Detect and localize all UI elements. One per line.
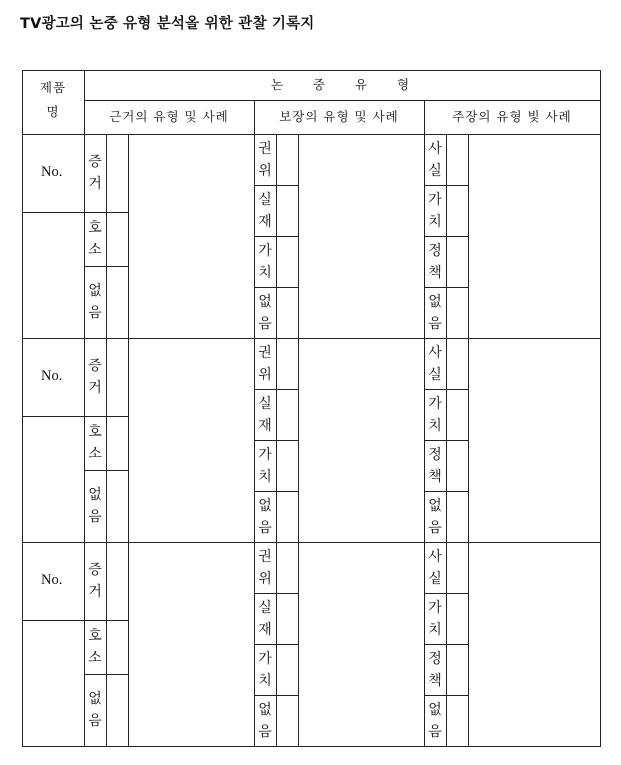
grounds-type-label-char: 음: [88, 713, 102, 729]
claim-type-label: [424, 342, 446, 386]
grid-line-horizontal: [254, 491, 298, 492]
warrant-type-label-char: 음: [258, 723, 272, 740]
warrant-type-checkbox[interactable]: [277, 288, 298, 338]
grid-line-horizontal: [424, 695, 468, 696]
grounds-type-label: [84, 559, 106, 603]
claim-type-label: [424, 699, 446, 743]
warrant-type-label-char: 위: [258, 570, 272, 587]
warrant-example-area[interactable]: [299, 135, 424, 338]
warrant-type-checkbox[interactable]: [277, 645, 298, 695]
form-title: TV광고의 논중 유형 분석올 위한 관찰 기록지: [20, 16, 315, 32]
grounds-type-label-char: 증: [88, 358, 102, 374]
warrant-type-label-char: 권: [258, 548, 272, 565]
product-number-label: No.: [41, 368, 63, 384]
warrant-type-label: [254, 342, 276, 386]
claim-type-label-char: 싵: [428, 570, 442, 587]
grid-line-horizontal: [424, 491, 468, 492]
warrant-type-label: [254, 393, 276, 437]
grounds-type-label-char: 없: [88, 283, 102, 299]
grounds-column-header: 근거의 유형 및 사례: [109, 109, 229, 124]
claim-type-label: [424, 597, 446, 641]
claim-type-checkbox[interactable]: [447, 390, 468, 440]
warrant-type-checkbox[interactable]: [277, 186, 298, 236]
grid-line-horizontal: [254, 236, 298, 237]
grounds-type-checkbox[interactable]: [107, 471, 128, 542]
warrant-type-label: [254, 597, 276, 641]
grid-line-horizontal: [22, 70, 600, 71]
grid-line-vertical: [22, 70, 23, 746]
warrant-type-label-char: 재: [258, 417, 272, 434]
grounds-type-label-char: 거: [88, 176, 102, 192]
claim-type-label: [424, 393, 446, 437]
claim-type-checkbox[interactable]: [447, 288, 468, 338]
grounds-type-label-char: 소: [88, 650, 102, 666]
grounds-type-label-char: 소: [88, 446, 102, 462]
grid-line-horizontal: [254, 644, 298, 645]
grid-line-horizontal: [84, 100, 600, 101]
grid-line-horizontal: [424, 185, 468, 186]
claim-example-area[interactable]: [469, 543, 600, 746]
grounds-example-area[interactable]: [129, 339, 254, 542]
grounds-type-checkbox[interactable]: [107, 417, 128, 470]
claim-type-label: [424, 291, 446, 335]
observation-form-table: [22, 70, 600, 746]
claim-type-checkbox[interactable]: [447, 594, 468, 644]
argument-types-header: 논 중 유 형: [270, 77, 414, 92]
claim-type-label-char: 없: [428, 293, 442, 310]
warrant-type-label: [254, 648, 276, 692]
warrant-type-label-char: 권: [258, 140, 272, 157]
grid-line-horizontal: [424, 440, 468, 441]
warrant-type-label-char: 위: [258, 366, 272, 383]
grounds-type-checkbox[interactable]: [107, 213, 128, 266]
warrant-type-checkbox[interactable]: [277, 390, 298, 440]
warrant-type-checkbox[interactable]: [277, 441, 298, 491]
warrant-type-label: [254, 291, 276, 335]
grid-line-horizontal: [424, 287, 468, 288]
claim-type-label-char: 정: [428, 242, 442, 259]
warrant-type-label: [254, 138, 276, 182]
warrant-type-checkbox[interactable]: [277, 135, 298, 185]
grid-line-horizontal: [254, 593, 298, 594]
claim-type-checkbox[interactable]: [447, 645, 468, 695]
grounds-type-label-char: 없: [88, 691, 102, 707]
grounds-type-label: [84, 484, 106, 528]
grounds-type-label: [84, 217, 106, 261]
product-name-label-line1: 제품: [39, 80, 67, 95]
warrant-type-checkbox[interactable]: [277, 237, 298, 287]
claim-type-label-char: 사: [428, 548, 442, 565]
grounds-type-checkbox[interactable]: [107, 267, 128, 338]
claim-type-label-char: 책: [428, 264, 442, 281]
grounds-type-checkbox[interactable]: [107, 543, 128, 620]
grounds-type-label: [84, 688, 106, 732]
grounds-example-area[interactable]: [129, 543, 254, 746]
warrant-type-label-char: 없: [258, 701, 272, 718]
warrant-type-checkbox[interactable]: [277, 492, 298, 542]
claim-type-checkbox[interactable]: [447, 186, 468, 236]
claim-type-label-char: 치: [428, 213, 442, 230]
grid-line-horizontal: [22, 212, 84, 213]
grounds-type-label-char: 거: [88, 584, 102, 600]
claim-type-checkbox[interactable]: [447, 492, 468, 542]
claim-type-label-char: 책: [428, 672, 442, 689]
warrant-type-label-char: 없: [258, 497, 272, 514]
grounds-type-label-char: 호: [88, 220, 102, 236]
claim-type-label-char: 치: [428, 621, 442, 638]
grounds-type-checkbox[interactable]: [107, 621, 128, 674]
warrant-type-label: [254, 444, 276, 488]
claim-type-label-char: 실: [428, 366, 442, 383]
warrant-type-checkbox[interactable]: [277, 696, 298, 746]
claim-type-label: [424, 138, 446, 182]
grid-line-horizontal: [254, 185, 298, 186]
warrant-type-label-char: 치: [258, 672, 272, 689]
claim-type-label: [424, 444, 446, 488]
product-number-label: No.: [41, 164, 63, 180]
warrant-type-label-char: 가: [258, 650, 272, 667]
warrant-type-checkbox[interactable]: [277, 594, 298, 644]
claim-type-checkbox[interactable]: [447, 237, 468, 287]
grid-line-horizontal: [254, 389, 298, 390]
warrant-type-label: [254, 495, 276, 539]
claim-type-label-char: 가: [428, 191, 442, 208]
warrant-type-label: [254, 189, 276, 233]
warrant-type-label: [254, 699, 276, 743]
claim-type-label: [424, 189, 446, 233]
warrant-type-label-char: 음: [258, 519, 272, 536]
warrant-type-label-char: 실: [258, 599, 272, 616]
claims-column-header: 주장의 유형 빛 사례: [452, 109, 572, 124]
claim-type-checkbox[interactable]: [447, 543, 468, 593]
claim-type-checkbox[interactable]: [447, 696, 468, 746]
grounds-type-label: [84, 421, 106, 465]
grounds-type-label-char: 음: [88, 509, 102, 525]
grounds-type-label-char: 없: [88, 487, 102, 503]
grounds-type-checkbox[interactable]: [107, 675, 128, 746]
warrant-example-area[interactable]: [299, 339, 424, 542]
warrant-type-label-char: 치: [258, 264, 272, 281]
claim-type-label-char: 사: [428, 140, 442, 157]
warrants-column-header: 보장의 유형 및 사례: [279, 109, 399, 124]
warrant-type-label-char: 위: [258, 162, 272, 179]
warrant-type-label-char: 음: [258, 315, 272, 332]
grid-line-horizontal: [254, 287, 298, 288]
claim-type-label-char: 음: [428, 315, 442, 332]
product-number-label: No.: [41, 572, 63, 588]
grounds-type-label: [84, 151, 106, 195]
grid-line-horizontal: [424, 644, 468, 645]
claim-type-checkbox[interactable]: [447, 339, 468, 389]
warrant-type-label-char: 실: [258, 395, 272, 412]
grid-line-horizontal: [424, 236, 468, 237]
grounds-type-label: [84, 625, 106, 669]
claim-type-label-char: 없: [428, 497, 442, 514]
grid-line-horizontal: [22, 620, 84, 621]
claim-example-area[interactable]: [469, 135, 600, 338]
claim-type-label: [424, 546, 446, 590]
grid-line-horizontal: [254, 695, 298, 696]
warrant-type-checkbox[interactable]: [277, 543, 298, 593]
claim-type-label-char: 가: [428, 599, 442, 616]
grid-line-horizontal: [22, 416, 84, 417]
warrant-example-area[interactable]: [299, 543, 424, 746]
claim-type-label-char: 가: [428, 395, 442, 412]
warrant-type-label: [254, 240, 276, 284]
warrant-type-label-char: 가: [258, 242, 272, 259]
grounds-type-label-char: 거: [88, 380, 102, 396]
grounds-type-label-char: 음: [88, 305, 102, 321]
warrant-type-label-char: 권: [258, 344, 272, 361]
claim-type-label: [424, 648, 446, 692]
warrant-type-label-char: 실: [258, 191, 272, 208]
claim-type-label: [424, 495, 446, 539]
claim-type-label-char: 실: [428, 162, 442, 179]
grounds-type-label-char: 증: [88, 562, 102, 578]
claim-type-label-char: 사: [428, 344, 442, 361]
warrant-type-label-char: 가: [258, 446, 272, 463]
grounds-type-label-char: 증: [88, 154, 102, 170]
grounds-type-label-char: 호: [88, 424, 102, 440]
grounds-type-label-char: 호: [88, 628, 102, 644]
warrant-type-label-char: 재: [258, 621, 272, 638]
grid-line-horizontal: [22, 746, 601, 747]
claim-example-area[interactable]: [469, 339, 600, 542]
claim-type-label-char: 정: [428, 446, 442, 463]
warrant-type-label-char: 치: [258, 468, 272, 485]
warrant-type-label-char: 재: [258, 213, 272, 230]
claim-type-label-char: 음: [428, 519, 442, 536]
claim-type-checkbox[interactable]: [447, 135, 468, 185]
claim-type-label-char: 책: [428, 468, 442, 485]
claim-type-label: [424, 240, 446, 284]
warrant-type-checkbox[interactable]: [277, 339, 298, 389]
warrant-type-label: [254, 546, 276, 590]
claim-type-label-char: 없: [428, 701, 442, 718]
grid-line-horizontal: [424, 593, 468, 594]
grounds-type-label: [84, 280, 106, 324]
claim-type-label-char: 음: [428, 723, 442, 740]
grounds-type-checkbox[interactable]: [107, 339, 128, 416]
grid-line-horizontal: [254, 440, 298, 441]
grounds-example-area[interactable]: [129, 135, 254, 338]
claim-type-label-char: 치: [428, 417, 442, 434]
grounds-type-checkbox[interactable]: [107, 135, 128, 212]
grid-line-vertical: [600, 70, 601, 746]
warrant-type-label-char: 없: [258, 293, 272, 310]
grid-line-horizontal: [424, 389, 468, 390]
grounds-type-label-char: 소: [88, 242, 102, 258]
claim-type-label-char: 정: [428, 650, 442, 667]
product-name-label-line2: 명: [46, 104, 60, 119]
claim-type-checkbox[interactable]: [447, 441, 468, 491]
grounds-type-label: [84, 355, 106, 399]
